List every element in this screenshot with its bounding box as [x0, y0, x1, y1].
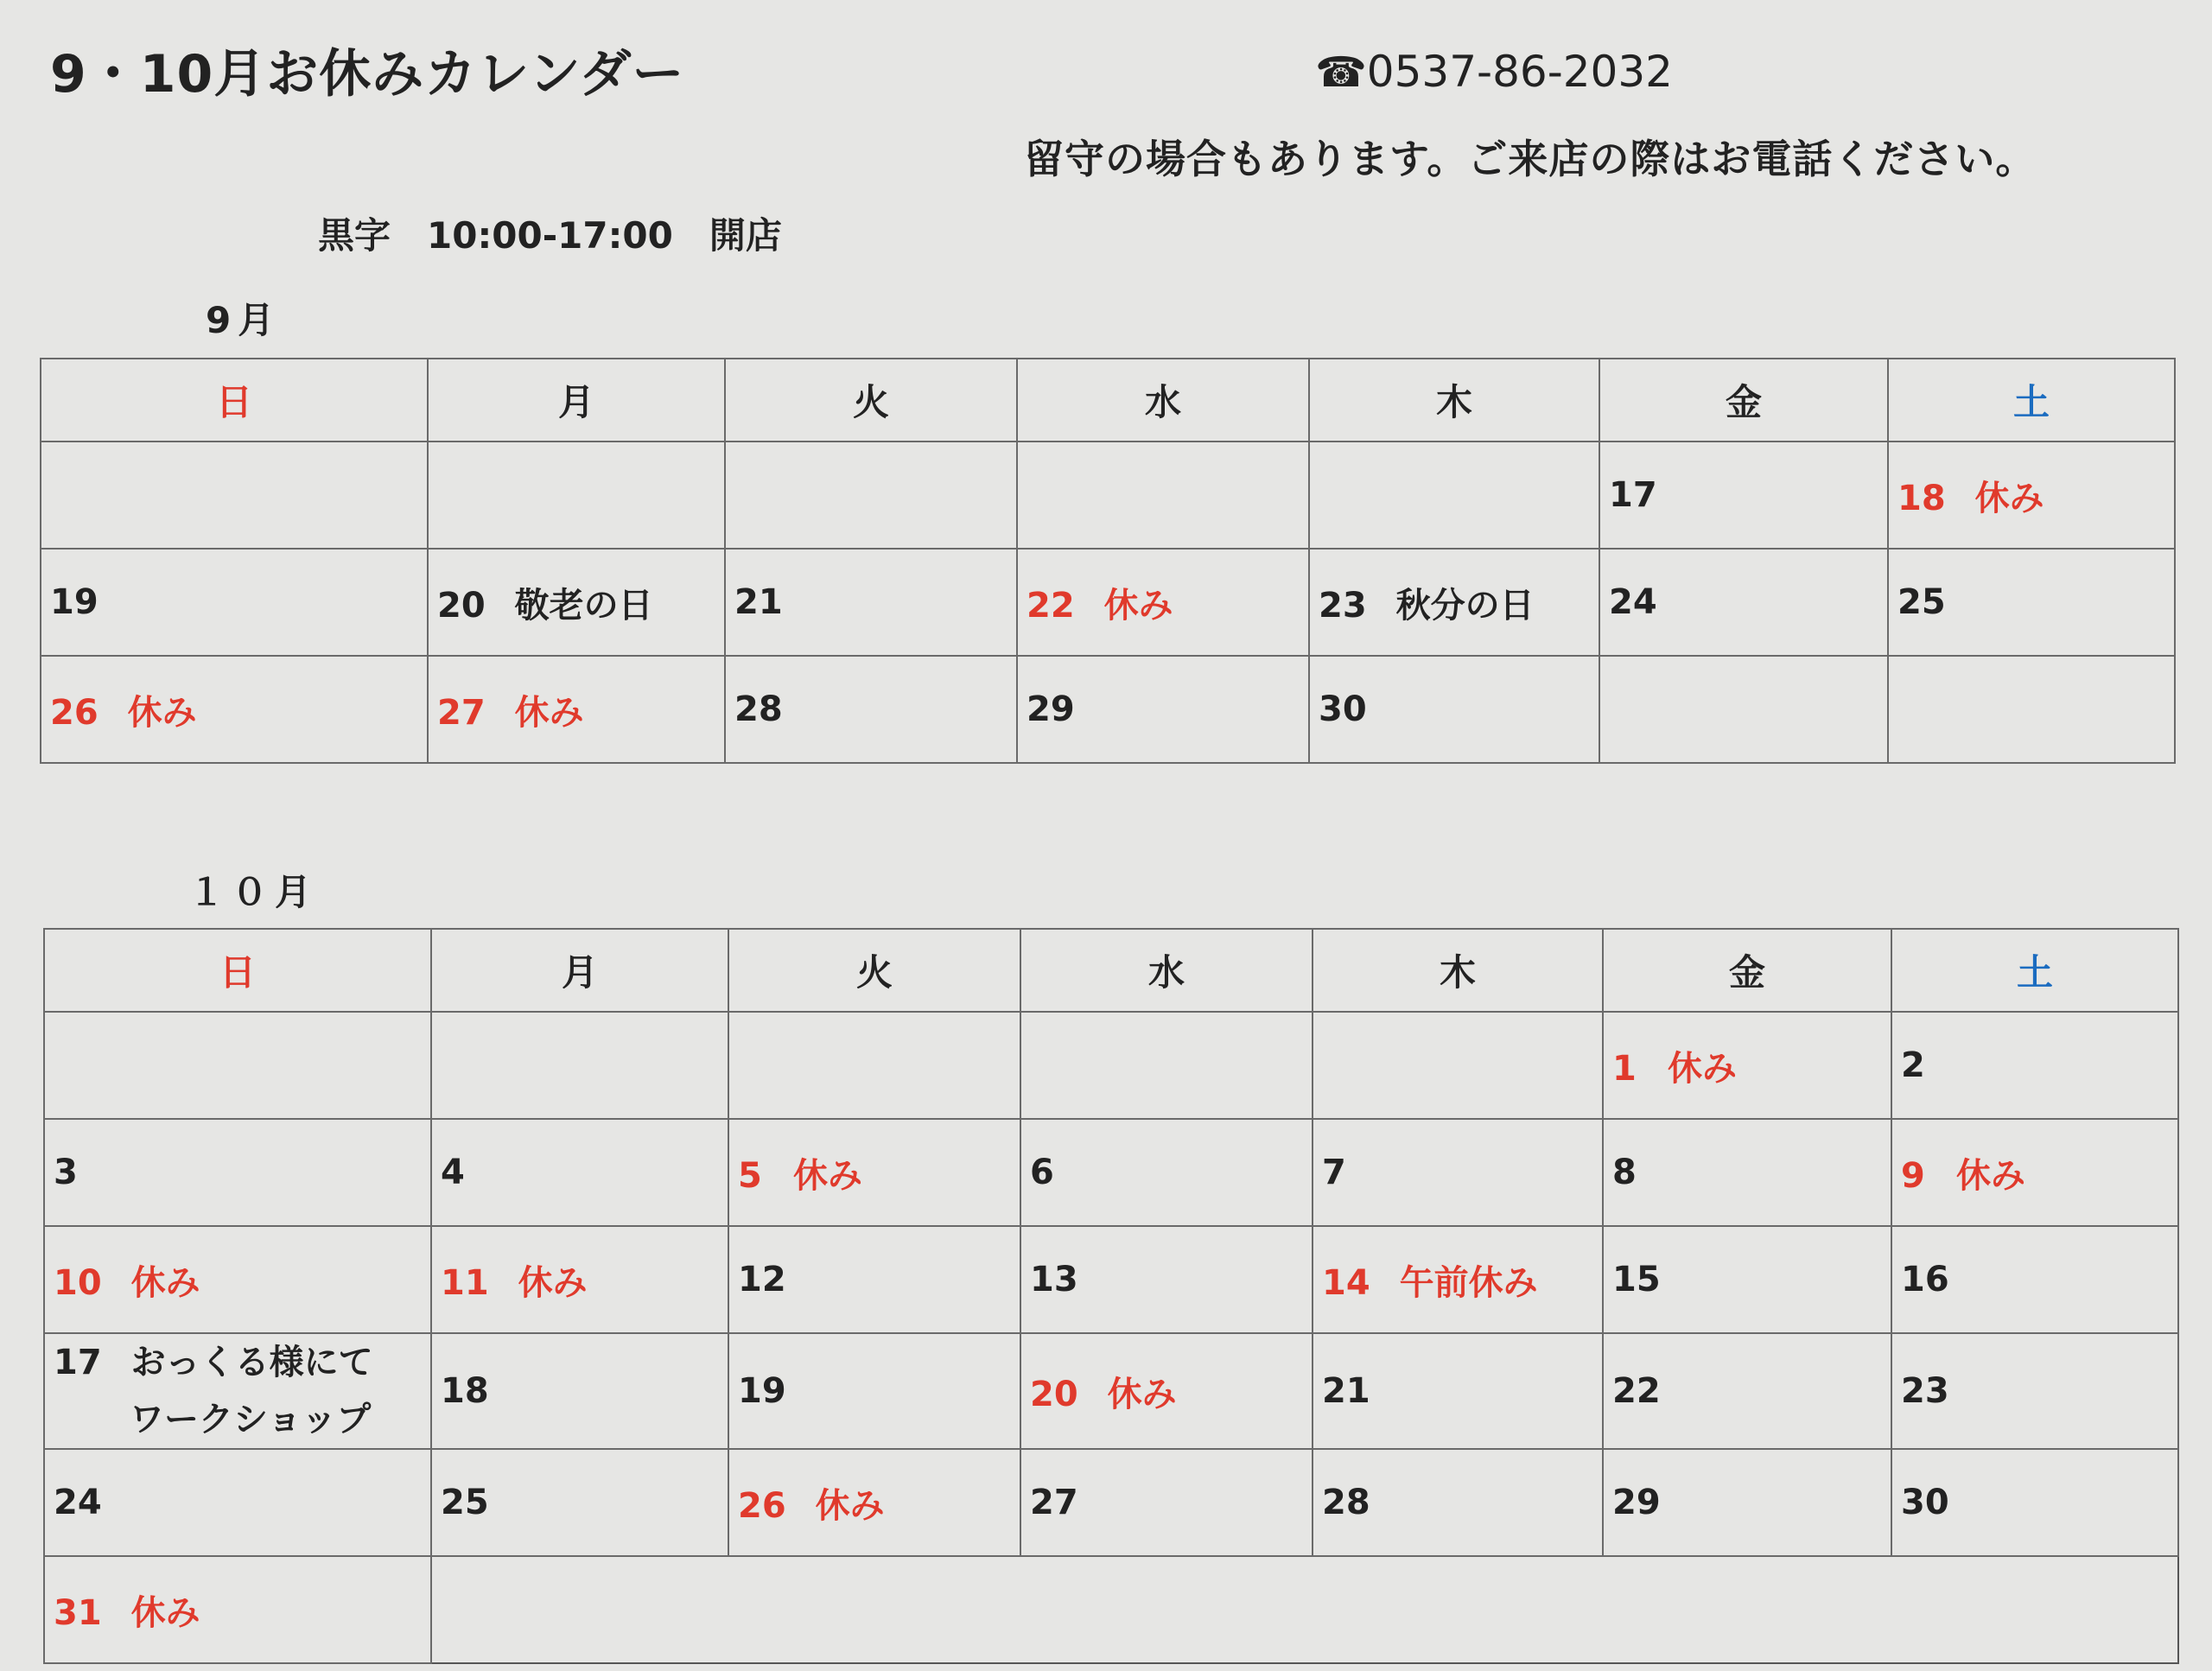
absence-note: 留守の場合もあります。ご来店の際はお電話ください。 — [1024, 136, 2037, 182]
day-number: 14 — [1322, 1262, 1370, 1303]
closed-label: 休み — [793, 1155, 862, 1196]
day-cell — [44, 1333, 431, 1449]
october-label: １０月 — [188, 871, 319, 913]
day-number: 27 — [1030, 1483, 1078, 1522]
day-cell — [44, 1449, 431, 1556]
week-row — [44, 1012, 2178, 1119]
day-cell — [1891, 1226, 2178, 1333]
day-number: 22 — [1612, 1371, 1661, 1411]
day-number: 8 — [1612, 1153, 1637, 1192]
day-number: 25 — [441, 1483, 489, 1522]
week-row — [44, 1556, 2178, 1663]
day-number: 30 — [1901, 1483, 1949, 1522]
week-row — [44, 1226, 2178, 1333]
day-cell — [41, 549, 428, 656]
day-cell — [1888, 442, 2175, 549]
day-cell — [725, 442, 1017, 549]
weekday-header: 日 — [44, 929, 431, 1012]
day-number: 4 — [441, 1153, 465, 1192]
day-cell — [1020, 1333, 1313, 1449]
day-cell — [1891, 1012, 2178, 1119]
day-cell — [1891, 1119, 2178, 1226]
day-cell — [1888, 549, 2175, 656]
day-cell — [41, 656, 428, 763]
closed-label: 休み — [130, 1262, 200, 1303]
weekday-header: 火 — [728, 929, 1020, 1012]
day-cell — [1309, 442, 1599, 549]
closed-label: 休み — [815, 1485, 885, 1526]
day-cell — [1313, 1226, 1603, 1333]
day-cell — [428, 656, 725, 763]
day-cell — [728, 1449, 1020, 1556]
day-cell — [1313, 1119, 1603, 1226]
day-cell — [1309, 549, 1599, 656]
day-number: 19 — [738, 1371, 786, 1411]
phone-text: 0537-86-2032 — [1366, 47, 1673, 97]
closed-label: 休み — [1974, 478, 2044, 518]
day-number: 18 — [1897, 478, 1946, 518]
day-cell — [1603, 1119, 1891, 1226]
day-cell — [725, 656, 1017, 763]
october-calendar — [43, 928, 2179, 1664]
day-number: 11 — [441, 1262, 489, 1303]
day-cell — [728, 1226, 1020, 1333]
day-number: 31 — [54, 1592, 102, 1633]
empty-area — [431, 1556, 2178, 1663]
closed-label: 休み — [1668, 1048, 1737, 1089]
day-cell — [1891, 1333, 2178, 1449]
day-cell — [1017, 442, 1309, 549]
day-label: 敬老の日 — [514, 585, 653, 626]
day-cell — [1017, 656, 1309, 763]
closed-label: 休み — [1103, 585, 1173, 626]
day-number: 7 — [1322, 1153, 1346, 1192]
day-cell — [1888, 656, 2175, 763]
day-number: 20 — [437, 585, 486, 626]
day-number: 28 — [734, 689, 783, 729]
day-cell — [431, 1119, 728, 1226]
day-number: 17 — [1609, 475, 1657, 515]
weekday-header: 土 — [1891, 929, 2178, 1012]
day-number: 19 — [50, 582, 99, 622]
day-label-line2: ワークショップ — [130, 1400, 372, 1439]
weekday-header: 日 — [41, 359, 428, 442]
phone-number — [1315, 47, 1673, 97]
day-number: 6 — [1030, 1153, 1054, 1192]
day-cell — [44, 1119, 431, 1226]
day-cell — [44, 1556, 431, 1663]
day-cell — [1020, 1226, 1313, 1333]
closed-label: 午前休み — [1399, 1262, 1538, 1303]
day-number: 12 — [738, 1260, 786, 1299]
weekday-header: 火 — [725, 359, 1017, 442]
day-number: 23 — [1901, 1371, 1949, 1411]
day-cell — [725, 549, 1017, 656]
weekday-header: 水 — [1020, 929, 1313, 1012]
week-row — [44, 1333, 2178, 1449]
day-cell — [1891, 1449, 2178, 1556]
day-number: 30 — [1319, 689, 1367, 729]
day-cell — [1020, 1119, 1313, 1226]
day-cell — [1017, 549, 1309, 656]
day-cell — [728, 1012, 1020, 1119]
day-cell — [1309, 656, 1599, 763]
day-cell — [1020, 1449, 1313, 1556]
day-number: 3 — [54, 1153, 78, 1192]
weekday-header: 土 — [1888, 359, 2175, 442]
day-number: 29 — [1612, 1483, 1661, 1522]
day-cell — [1313, 1012, 1603, 1119]
phone-icon: ☎ — [1315, 48, 1367, 97]
day-cell — [44, 1226, 431, 1333]
closed-label: 休み — [514, 692, 584, 733]
day-cell — [431, 1449, 728, 1556]
day-cell — [728, 1333, 1020, 1449]
closed-label: 休み — [518, 1262, 588, 1303]
day-number: 21 — [1322, 1371, 1370, 1411]
day-number: 26 — [738, 1485, 786, 1526]
day-number: 24 — [54, 1483, 102, 1522]
day-number: 10 — [54, 1262, 102, 1303]
week-row — [41, 442, 2175, 549]
closed-label: 休み — [1107, 1374, 1177, 1414]
day-cell — [428, 549, 725, 656]
weekday-header-row — [41, 359, 2175, 442]
day-cell — [428, 442, 725, 549]
page-title: 9・10月お休みカレンダー — [50, 44, 685, 105]
day-number: 2 — [1901, 1045, 1925, 1085]
day-cell — [1020, 1012, 1313, 1119]
closed-label: 休み — [1956, 1155, 2025, 1196]
closed-label: 休み — [127, 692, 197, 733]
weekday-header: 木 — [1309, 359, 1599, 442]
day-number: 26 — [50, 692, 99, 733]
legend-status: 開店 — [709, 214, 782, 257]
weekday-header: 月 — [428, 359, 725, 442]
day-number: 21 — [734, 582, 783, 622]
day-number: 16 — [1901, 1260, 1949, 1299]
week-row — [44, 1119, 2178, 1226]
weekday-header: 金 — [1603, 929, 1891, 1012]
day-cell — [1313, 1333, 1603, 1449]
legend-color: 黒字 — [318, 214, 391, 257]
day-cell — [1313, 1449, 1603, 1556]
week-row — [41, 656, 2175, 763]
weekday-header-row — [44, 929, 2178, 1012]
day-cell — [431, 1333, 728, 1449]
weekday-header: 水 — [1017, 359, 1309, 442]
day-number: 23 — [1319, 585, 1367, 626]
day-number: 17 — [54, 1343, 102, 1382]
day-cell — [1603, 1333, 1891, 1449]
day-number: 27 — [437, 692, 486, 733]
weekday-header: 金 — [1599, 359, 1888, 442]
day-cell — [1603, 1012, 1891, 1119]
day-cell — [41, 442, 428, 549]
day-cell — [1603, 1449, 1891, 1556]
day-number: 13 — [1030, 1260, 1078, 1299]
day-cell — [1603, 1226, 1891, 1333]
week-row — [44, 1449, 2178, 1556]
legend-hours: 10:00-17:00 — [427, 214, 673, 257]
day-number: 28 — [1322, 1483, 1370, 1522]
day-cell — [431, 1012, 728, 1119]
day-cell — [1599, 549, 1888, 656]
day-number: 25 — [1897, 582, 1946, 622]
day-number: 20 — [1030, 1374, 1078, 1414]
september-calendar — [40, 358, 2176, 764]
day-number: 5 — [738, 1155, 762, 1196]
closed-label: 休み — [130, 1592, 200, 1633]
day-label: おっくる様にて — [130, 1343, 373, 1382]
day-number: 15 — [1612, 1260, 1661, 1299]
day-cell — [1599, 656, 1888, 763]
day-number: 18 — [441, 1371, 489, 1411]
day-number: 1 — [1612, 1048, 1637, 1089]
september-label: 9月 — [206, 299, 282, 341]
day-number: 29 — [1027, 689, 1075, 729]
day-cell — [431, 1226, 728, 1333]
opening-hours — [318, 207, 818, 259]
day-cell — [728, 1119, 1020, 1226]
day-number: 22 — [1027, 585, 1075, 626]
week-row — [41, 549, 2175, 656]
weekday-header: 木 — [1313, 929, 1603, 1012]
weekday-header: 月 — [431, 929, 728, 1012]
day-number: 24 — [1609, 582, 1657, 622]
day-label: 秋分の日 — [1395, 585, 1535, 626]
day-cell — [44, 1012, 431, 1119]
day-cell — [1599, 442, 1888, 549]
day-number: 9 — [1901, 1155, 1925, 1196]
